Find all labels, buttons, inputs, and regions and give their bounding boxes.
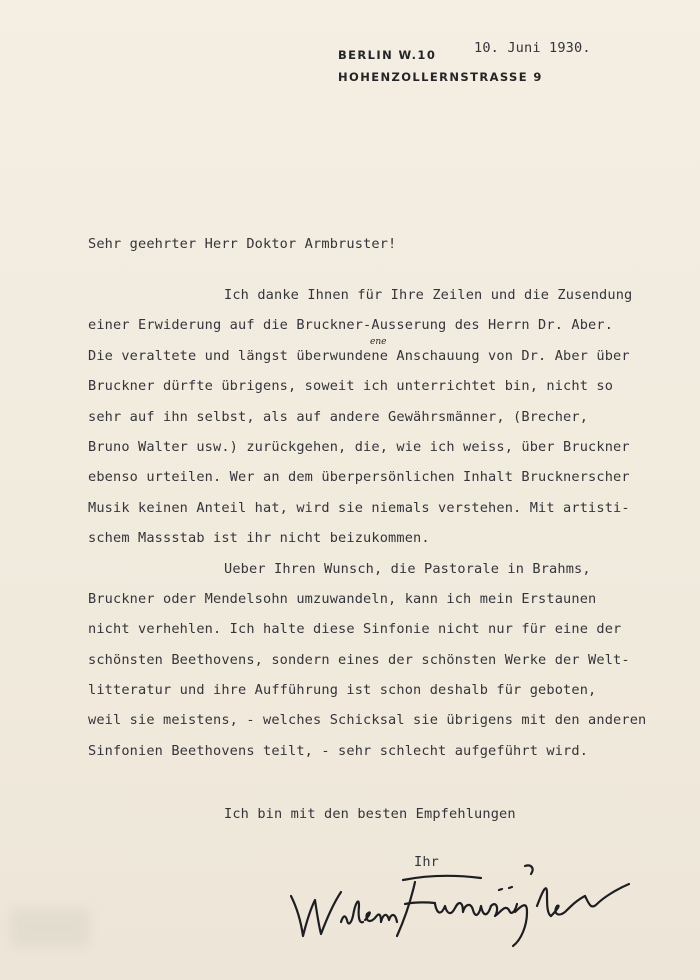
body-line: sehr auf ihn selbst, als auf andere Gewährsmänner, (Brecher, <box>88 408 589 425</box>
body-line: Ueber Ihren Wunsch, die Pastorale in Brahms, <box>224 560 591 577</box>
body-line: Bruno Walter usw.) zurückgehen, die, wie ich weiss, über Bruckner <box>88 438 630 455</box>
body-line: Sinfonien Beethovens teilt, - sehr schlecht aufgeführt wird. <box>88 742 589 759</box>
closing-line: Ich bin mit den besten Empfehlungen <box>224 806 516 822</box>
letter-date: 10. Juni 1930. <box>474 40 591 56</box>
body-line: weil sie meistens, - welches Schicksal sie übrigens mit den anderen <box>88 712 647 729</box>
body-line: Ich danke Ihnen für Ihre Zeilen und die Zusendung <box>224 287 633 303</box>
body-line: nicht verhehlen. Ich halte diese Sinfonie nicht nur für eine der <box>88 621 622 638</box>
body-line: schem Massstab ist ihr nicht beizukommen. <box>88 530 430 547</box>
handwritten-correction: ene <box>370 337 387 347</box>
closing-word: Ihr <box>414 854 440 870</box>
letter-body <box>88 280 646 766</box>
body-line: ebenso urteilen. Wer an dem überpersönlichen Inhalt Brucknerscher <box>88 469 630 486</box>
body-line: Bruckner dürfte übrigens, soweit ich unterrichtet bin, nicht so <box>88 378 614 395</box>
body-line: Die veraltete und längst überwundene Anschauung von Dr. Aber über <box>88 347 630 364</box>
body-line: litteratur und ihre Aufführung ist schon deshalb für geboten, <box>88 682 597 699</box>
letterhead-street: HOHENZOLLERNSTRASSE 9 <box>338 70 543 84</box>
body-line: Bruckner oder Mendelsohn umzuwandeln, kann ich mein Erstaunen <box>88 590 597 607</box>
body-line: Musik keinen Anteil hat, wird sie niemals verstehen. Mit artisti- <box>88 499 630 516</box>
faded-stamp <box>10 908 90 948</box>
salutation: Sehr geehrter Herr Doktor Armbruster! <box>88 236 397 252</box>
handwritten-signature <box>285 860 665 950</box>
body-line: schönsten Beethovens, sondern eines der schönsten Werke der Welt- <box>88 651 630 668</box>
body-line: einer Erwiderung auf die Bruckner-Ausserung des Herrn Dr. Aber. <box>88 317 614 334</box>
letterhead-city: BERLIN W.10 <box>338 48 437 62</box>
